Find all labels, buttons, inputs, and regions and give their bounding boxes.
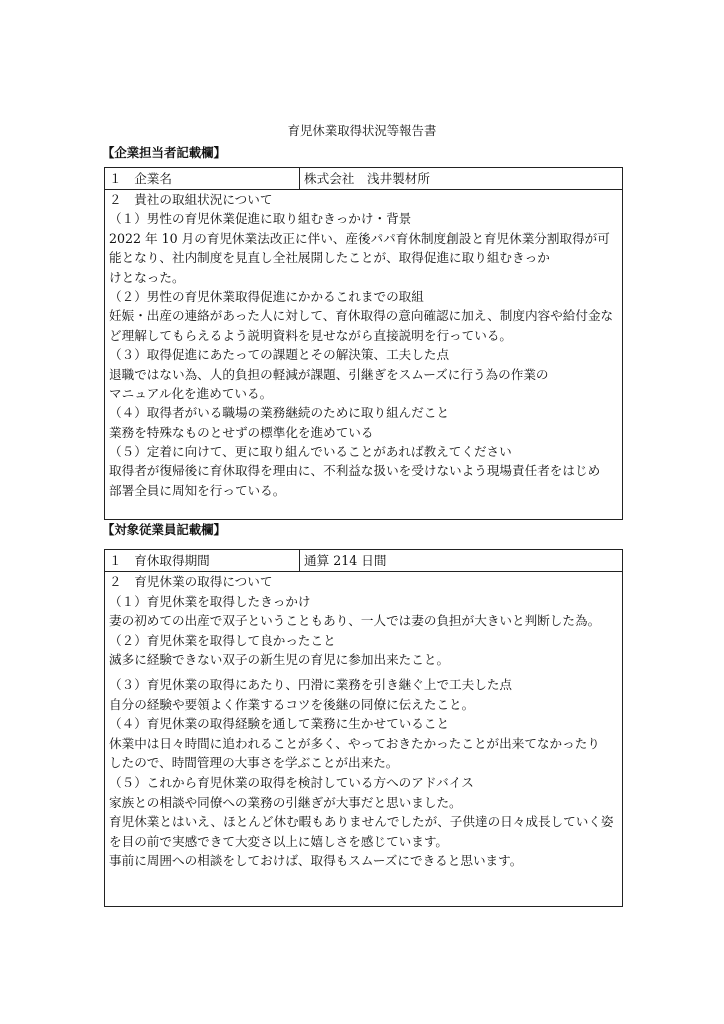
employee-q1: （１）育児休業を取得したきっかけ — [109, 593, 311, 609]
leave-period-value: 通算 214 日間 — [304, 553, 387, 568]
employee-a4-line1: 休業中は日々時間に追われることが多く、やっておきたかったことが出来てなかったり — [109, 735, 600, 751]
employee-leave-cell — [105, 572, 622, 906]
employee-section-label: 【対象従業員記載欄】 — [102, 522, 226, 537]
company-a1-line1: 2022 年 10 月の育児休業法改正に伴い、産後パパ育休制度創設と育児休業分割取得が可 — [109, 230, 610, 246]
company-name-value: 株式会社 浅井製材所 — [304, 171, 430, 186]
company-a1-line2: 能となり、社内制度を見直し全社展開したことが、取得促進に取り組むきっか — [109, 250, 550, 266]
employee-q3: （３）育児休業の取得にあたり、円滑に業務を引き継ぐ上で工夫した点 — [109, 676, 512, 692]
company-q4: （４）取得者がいる職場の業務継続のために取り組んだこと — [109, 405, 450, 421]
employee-a5-line3: を目の前で実感できて大変さ以上に嬉しさを感じています。 — [109, 833, 449, 849]
employee-q2: （２）育児休業を取得して良かったこと — [109, 632, 336, 648]
employee-q5: （５）これから育児休業の取得を検討している方へのアドバイス — [109, 774, 474, 790]
company-a3-line1: 退職ではない為、人的負担の軽減が課題、引継ぎをスムーズに行う為の作業の — [109, 366, 549, 382]
company-a1-line3: けとなった。 — [109, 269, 185, 285]
employee-leave-heading: ２ 育児休業の取得について — [109, 574, 273, 589]
company-a4-line1: 業務を特殊なものとせずの標準化を進めている — [109, 424, 374, 440]
company-name-row — [105, 168, 622, 190]
company-name-label: １ 企業名 — [105, 168, 300, 189]
company-q5: （５）定着に向けて、更に取り組んでいることがあれば教えてください — [109, 444, 512, 460]
company-table — [104, 167, 623, 520]
company-q3: （３）取得促進にあたっての課題とその解決策、工夫した点 — [109, 347, 450, 363]
company-initiatives-cell — [105, 190, 622, 519]
company-a2-line1: 妊娠・出産の連絡があった人に対して、育休取得の意向確認に加え、制度内容や給付金な — [109, 308, 614, 324]
employee-a5-line1: 家族との相談や同僚への業務の引継ぎが大事だと思いました。 — [109, 794, 462, 810]
employee-a3-line1: 自分の経験や要領よく作業するコツを後継の同僚に伝えたこと。 — [109, 696, 475, 712]
company-a5-line2: 部署全員に周知を行っている。 — [109, 482, 286, 498]
employee-table — [104, 549, 623, 907]
leave-period-label: １ 育休取得期間 — [105, 550, 300, 571]
employee-q4: （４）育児休業の取得経験を通して業務に生かせていること — [109, 716, 450, 732]
company-a3-line2: マニュアル化を進めている。 — [109, 385, 273, 401]
employee-a1-line1: 妻の初めての出産で双子ということもあり、一人では妻の負担が大きいと判断した為。 — [109, 613, 601, 629]
company-section-label: 【企業担当者記載欄】 — [102, 145, 226, 160]
leave-period-row — [105, 550, 622, 572]
company-q1: （１）男性の育児休業促進に取り組むきっかけ・背景 — [109, 211, 412, 227]
employee-a5-line2: 育児休業とはいえ、ほとんど休む暇もありませんでしたが、子供達の日々成長していく姿 — [109, 814, 614, 830]
company-a5-line1: 取得者が復帰後に育休取得を理由に、不利益な扱いを受けないよう現場責任者をはじめ — [109, 463, 601, 479]
company-a2-line2: ど理解してもらえるよう説明資料を見せながら直接説明を行っている。 — [109, 327, 512, 343]
employee-a2-line1: 滅多に経験できない双子の新生児の育児に参加出来たこと。 — [109, 652, 450, 668]
document-title: 育児休業取得状況等報告書 — [287, 123, 437, 138]
company-q2: （２）男性の育児休業取得促進にかかるこれまでの取組 — [109, 288, 424, 304]
employee-a5-line4: 事前に周囲への相談をしておけば、取得もスムーズにできると思います。 — [109, 853, 523, 869]
company-initiatives-heading: ２ 貴社の取組状況について — [109, 192, 273, 207]
employee-a4-line2: したので、時間管理の大事さを学ぶことが出来た。 — [109, 755, 399, 771]
